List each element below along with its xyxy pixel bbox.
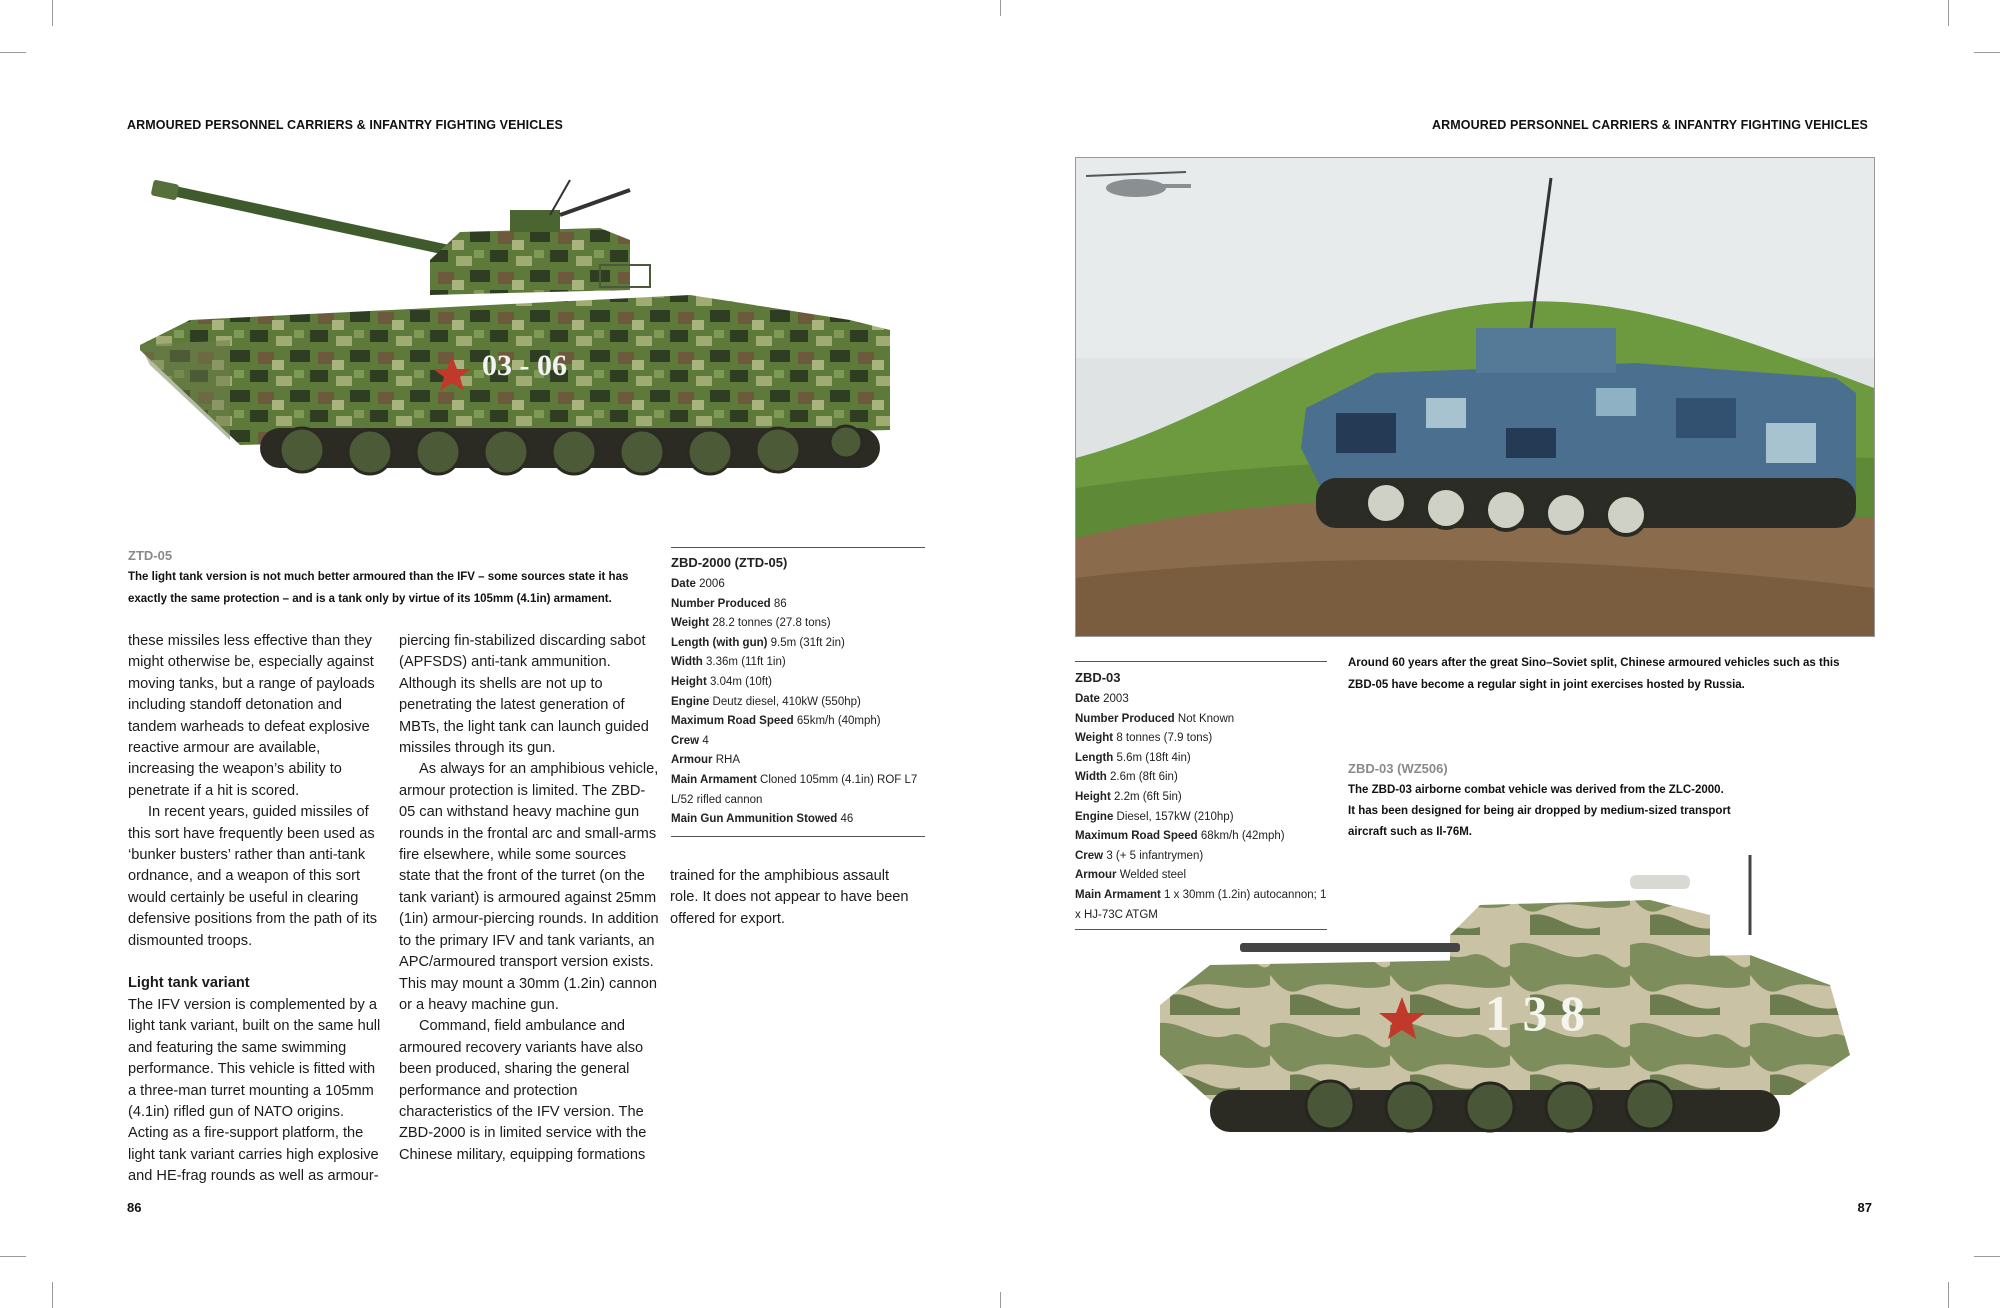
zbd03-hull-number: 1 3 8 (1485, 985, 1585, 1041)
spec-row (671, 693, 925, 713)
spec-label: Weight (1075, 732, 1114, 745)
spec-row (671, 575, 925, 595)
spec-label: Number Produced (671, 597, 771, 610)
body-paragraph: these missiles less effective than they might otherwise be, especially against moving tanks, but a range of payloads including standoff detonation and tandem warheads to defeat explosive reactive armour are available, increasing the weapon’s ability to penetrate if a hit is scored. (128, 633, 375, 799)
spec-value: 86 (773, 597, 787, 610)
crop-mark (0, 1256, 26, 1257)
spec-row (1075, 749, 1327, 769)
spec-label: Date (1075, 693, 1100, 705)
crop-mark (1000, 0, 1001, 16)
zbd05-exercise-photo (1075, 157, 1875, 637)
ztd05-hull-number: 03 - 06 (482, 349, 567, 382)
running-header-left: ARMOURED PERSONNEL CARRIERS & INFANTRY FIGHTING VEHICLES (127, 118, 563, 132)
crop-mark (1948, 0, 1949, 26)
spec-value: 68km/h (42mph) (1200, 830, 1285, 843)
spec-row (671, 712, 925, 732)
spec-value: Cloned 105mm (4.1in) ROF L7 L/52 rifled cannon (671, 773, 918, 806)
spec-label: Main Gun Ammunition Stowed (671, 813, 838, 826)
spec-label: Number Produced (1075, 712, 1175, 725)
spec-title: ZBD-03 (1075, 670, 1121, 685)
spec-value: 2.2m (6ft 5in) (1113, 790, 1182, 803)
spec-label: Engine (1075, 810, 1114, 823)
spec-label: Main Armament (1075, 888, 1161, 901)
spec-value: 9.5m (31ft 2in) (770, 636, 845, 649)
spec-value: 2.6m (8ft 6in) (1110, 771, 1178, 784)
crop-mark (1974, 52, 2000, 53)
spec-row (1075, 768, 1327, 788)
spec-label: Length (with gun) (671, 636, 768, 649)
body-paragraph: The IFV version is complemented by a light tank variant, built on the same hull and featuring the same swimming performance. This vehicle is fitted with a three-man turret mounting a 105mm (4.1in) rifled gun of NATO origins. Acting as a fire-support platform, the light tank variant carries high explosive and HE-frag rounds as well as armour- (128, 996, 381, 1185)
spec-value: 65km/h (40mph) (796, 715, 881, 728)
spec-label: Height (1075, 790, 1111, 803)
crop-mark (1000, 1292, 1001, 1308)
spec-label: Crew (1075, 849, 1104, 862)
spec-row (671, 634, 925, 654)
crop-mark (1974, 1256, 2000, 1257)
spec-label: Height (671, 675, 707, 688)
spec-label: Length (1075, 751, 1114, 764)
body-column-3 (670, 866, 920, 930)
body-paragraph: In recent years, guided missiles of this sort have frequently been used as ‘bunker busters’ rather than anti-tank ordnance, and a weapon of this sort would certainly be useful in clearing defensive positions from the path of its dismounted troops. (128, 804, 378, 949)
ztd05-caption-text: The light tank version is not much better armoured than the IFV – some sources state it has exactly the same protection – and is a tank only by virtue of its 105mm (4.1in) armament. (128, 571, 629, 605)
zbd03-illustration (1150, 855, 1850, 1185)
spec-value: 3 (+ 5 infantrymen) (1106, 849, 1204, 862)
spec-row (671, 732, 925, 752)
section-heading: Light tank variant (128, 975, 250, 992)
spec-value: RHA (715, 754, 741, 767)
page-number-right: 87 (1857, 1200, 1872, 1215)
spec-value: 3.04m (10ft) (709, 675, 772, 688)
spec-value: 1 x 30mm (1.2in) autocannon; 1 x HJ-73C ATGM (1075, 888, 1327, 921)
spec-value: 28.2 tonnes (27.8 tons) (712, 617, 831, 630)
spec-value: 5.6m (18ft 4in) (1116, 751, 1191, 764)
spec-box-zbd2000 (671, 547, 925, 837)
photo-caption: Around 60 years after the great Sino–Soviet split, Chinese armoured vehicles such as this ZBD-05 have become a regular sight in joint exercises hosted by Russia. (1348, 657, 1840, 691)
spec-row (671, 751, 925, 771)
spec-value: 3.36m (11ft 1in) (706, 656, 786, 669)
crop-mark (52, 1282, 53, 1308)
spec-value: 46 (840, 813, 854, 826)
spec-label: Armour (1075, 869, 1117, 882)
spec-label: Main Armament (671, 773, 757, 786)
spec-label: Width (671, 656, 703, 669)
spec-row (671, 595, 925, 615)
spec-row (671, 810, 925, 830)
spec-value: 4 (702, 734, 709, 747)
spec-value: 2006 (699, 578, 725, 590)
body-column-1 (128, 631, 386, 1188)
spec-label: Weight (671, 617, 710, 630)
spec-row (1075, 690, 1327, 710)
spec-value: Deutz diesel, 410kW (550hp) (712, 695, 861, 708)
spec-label: Armour (671, 754, 713, 767)
zbd03-caption-title: ZBD-03 (WZ506) (1348, 761, 1448, 776)
crop-mark (52, 0, 53, 26)
page-number-left: 86 (127, 1200, 142, 1215)
spec-label: Maximum Road Speed (1075, 830, 1198, 843)
crop-mark (0, 52, 26, 53)
body-paragraph: trained for the amphibious assault role. It does not appear to have been offered for export. (670, 868, 909, 927)
spec-row (1075, 827, 1327, 847)
spec-label: Engine (671, 695, 710, 708)
spec-row (1075, 710, 1327, 730)
body-column-2 (399, 631, 659, 1166)
spec-row (671, 673, 925, 693)
zbd03-caption-line: It has been designed for being air dropped by medium-sized transport (1348, 805, 1731, 817)
ztd05-illustration (130, 170, 910, 500)
crop-mark (1948, 1282, 1949, 1308)
spec-value: 2003 (1103, 693, 1129, 705)
spec-label: Width (1075, 771, 1107, 784)
spec-value: Welded steel (1119, 869, 1187, 882)
zbd03-caption-line: The ZBD-03 airborne combat vehicle was derived from the ZLC-2000. (1348, 784, 1724, 796)
spec-label: Date (671, 578, 696, 590)
spec-value: Not Known (1177, 712, 1235, 725)
spec-row (671, 614, 925, 634)
spec-row (671, 771, 925, 810)
ztd05-caption-title: ZTD-05 (128, 548, 173, 563)
spec-row (1075, 788, 1327, 808)
spec-value: Diesel, 157kW (210hp) (1116, 810, 1234, 823)
spec-title: ZBD-2000 (ZTD-05) (671, 555, 788, 570)
spec-value: 8 tonnes (7.9 tons) (1116, 732, 1213, 745)
spec-row (1075, 729, 1327, 749)
zbd03-caption-line: aircraft such as Il-76M. (1348, 826, 1472, 838)
spec-label: Maximum Road Speed (671, 715, 794, 728)
spec-row (671, 653, 925, 673)
body-paragraph: piercing fin-stabilized discarding sabot (APFSDS) anti-tank ammunition. Although its shells are not up to penetrating the latest generation of MBTs, the light tank can launch guided missiles through its gun. (399, 633, 649, 757)
body-paragraph: As always for an amphibious vehicle, armour protection is limited. The ZBD-05 can withstand heavy machine gun rounds in the frontal arc and small-arms fire elsewhere, while some sources state that the front of the turret (on the tank variant) is armoured against 25mm (1in) armour-piercing rounds. In addition to the primary IFV and tank variants, an APC/armoured transport version exists. This may mount a 30mm (1.2in) cannon or a heavy machine gun. (399, 761, 659, 1013)
running-header-right: ARMOURED PERSONNEL CARRIERS & INFANTRY FIGHTING VEHICLES (1432, 118, 1868, 132)
spec-row (1075, 808, 1327, 828)
spec-label: Crew (671, 734, 700, 747)
body-paragraph: Command, field ambulance and armoured recovery variants have also been produced, sharing the general performance and protection characteristics of the IFV version. The ZBD-2000 is in limited service with the Chinese military, equipping formations (399, 1018, 647, 1163)
